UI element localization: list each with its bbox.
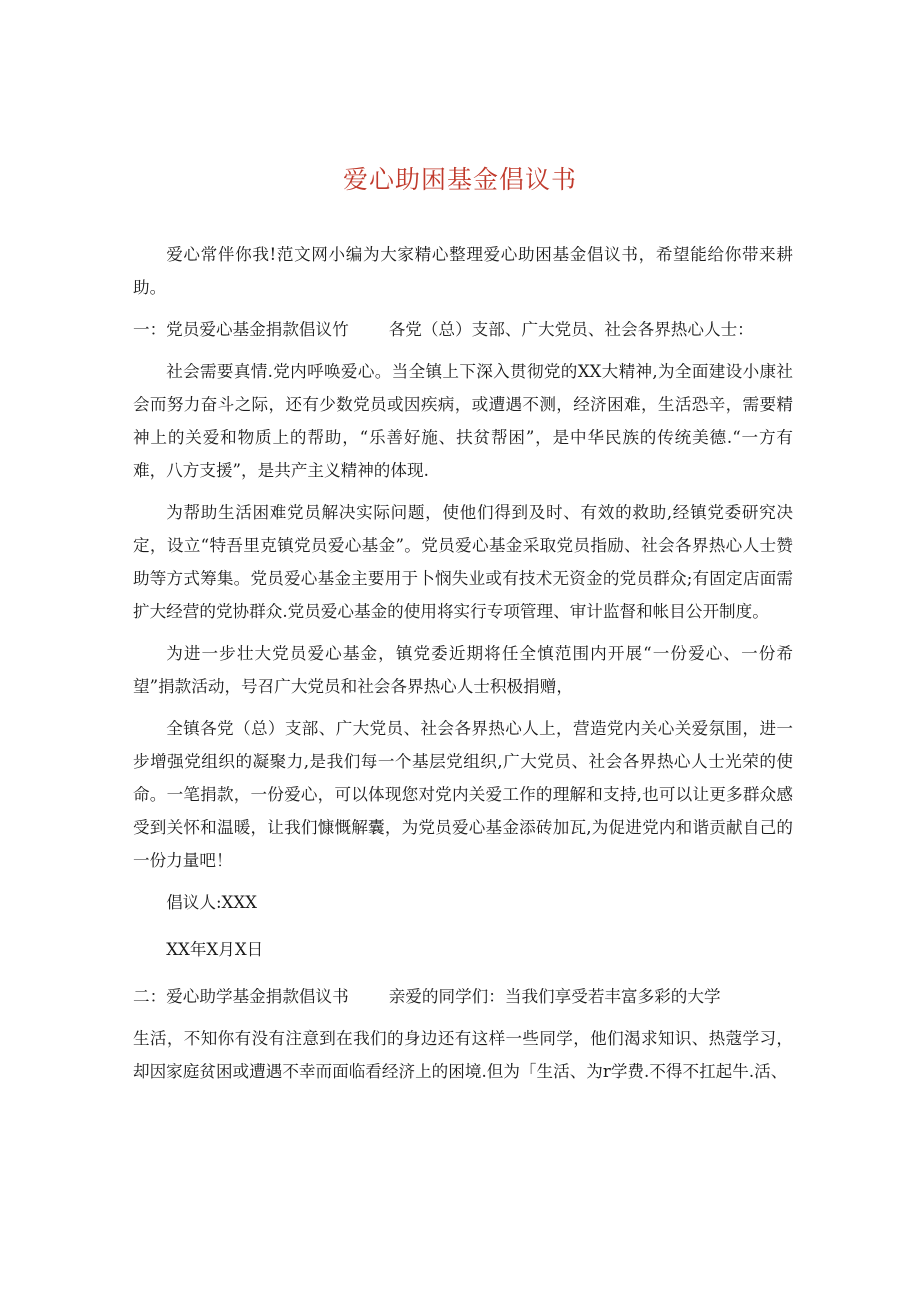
document-body (133, 238, 793, 1097)
section-1-addressee: 各党（总）支部、广大党员、社会各界热心人士： (388, 320, 754, 339)
document-title: 爱心助困基金倡议书 (342, 165, 577, 194)
section-1-paragraph-4: 全镇各党（总）支部、广大党员、社会各界热心人上，营造党内关心关爱氛围，进一步增强党组织的凝聚力,是我们每一个基层党组织,广大党员、社会各界热心人士光荣的使命。一笔捐款，一份爱心，可以体现您对党内关爱工作的理解和支持,也可以让更多群众感受到关怀和温暖，让我们慷慨解囊，为党员爱心基金添砖加瓦,为促进党内和谐贡献自己的一份力量吧！ (133, 719, 793, 870)
section-2-heading: 二：爱心助学基金捐款倡议书 (133, 987, 349, 1006)
section-2-addressee: 亲爱的同学们：当我们享受若丰富多彩的大学 (388, 987, 721, 1006)
section-1-paragraph-1: 社会需要真情.党内呼唤爱心。当全镇上下深入贯彻党的XX大精神,为全面建设小康社会而努力奋斗之际，还有少数党员或因疾病，或遭遇不测，经济困难，生活恐辛，需要精神上的关爱和物质上的帮助，“乐善好施、扶贫帮困”，是中华民族的传统美德.“一方有难，八方支援”，是共产主义精神的体现. (133, 362, 793, 480)
intro-paragraph: 爱心常伴你我!范文网小编为大家精心整理爱心助困基金倡议书，希望能给你带来耕助。 (133, 245, 793, 297)
signature: 倡议人:XXX (166, 893, 257, 912)
section-1-paragraph-2: 为帮助生活困难党员解决实际问题，使他们得到及时、有效的救助,经镇党委研究决定，设立“特吾里克镇党员爱心基金”。党员爱心基金采取党员指励、社会各界热心人士赞助等方式筹集。党员爱心基金主要用于卜悯失业或有技术无资金的党员群众;有固定店面需扩大经营的党协群众.党员爱心基金的使用将实行专项管理、审计监督和帐目公开制度。 (133, 503, 793, 621)
date: XX年X月X日 (166, 940, 264, 959)
section-2-paragraph: 生活，不知你有没有注意到在我们的身边还有这样一些同学，他们渴求知识、热蔻学习，却因家庭贫困或遭遇不幸而面临看经济上的困境.但为「生活、为r学费.不得不扛起牛.活、 (133, 1029, 793, 1081)
section-1-paragraph-3: 为进一步壮大党员爱心基金，镇党委近期将任全慎范围内开展“一份爱心、一份希望”捐款活动，号召广大党员和社会各界热心人士积极捐赠， (133, 644, 793, 696)
section-1-heading-line (133, 313, 793, 346)
section-1-heading: 一：党员爱心基金捐款倡议竹 (133, 320, 349, 339)
section-2-heading-line (133, 980, 793, 1013)
